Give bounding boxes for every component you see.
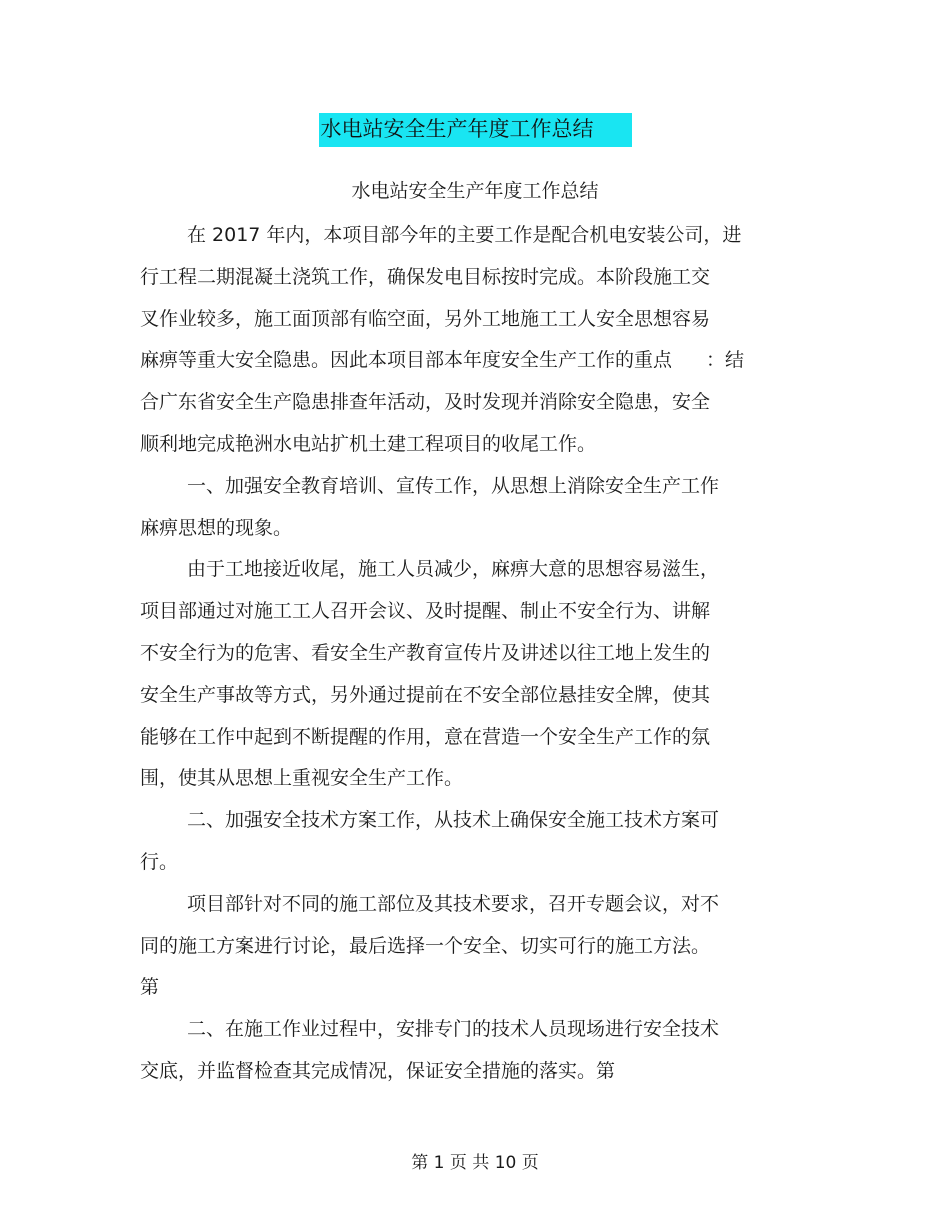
section-heading-line: 一、加强安全教育培训、宣传工作，从思想上消除安全生产工作 (187, 474, 720, 497)
paragraph-line: 叉作业较多，施工面顶部有临空面，另外工地施工工人安全思想容易 (140, 307, 711, 330)
paragraph-line: 由于工地接近收尾，施工人员减少，麻痹大意的思想容易滋生， (187, 558, 720, 581)
paragraph-line: 交底，并监督检查其完成情况，保证安全措施的落实。第 (140, 1059, 616, 1082)
paragraph-line: 项目部通过对施工工人召开会议、及时提醒、制止不安全行为、讲解 (140, 600, 711, 623)
paragraph-line: 第 (140, 976, 160, 999)
paragraph-line: 不安全行为的危害、看安全生产教育宣传片及讲述以往工地上发生的 (140, 641, 711, 664)
section-heading-line: 二、加强安全技术方案工作，从技术上确保安全施工技术方案可 (187, 809, 720, 832)
title-container (0, 113, 950, 147)
paragraph-line: 合广东省安全生产隐患排查年活动，及时发现并消除安全隐患，安全 (140, 391, 711, 414)
document-body (140, 220, 800, 1098)
section-heading-line: 麻痹思想的现象。 (140, 516, 293, 539)
paragraph-line: 顺利地完成艳洲水电站扩机土建工程项目的收尾工作。 (140, 432, 597, 455)
paragraph-line: 行工程二期混凝土浇筑工作，确保发电目标按时完成。本阶段施工交 (140, 265, 711, 288)
page-footer: 第 1 页 共 10 页 (411, 1153, 539, 1173)
paragraph-line: 同的施工方案进行讨论，最后选择一个安全、切实可行的施工方法。 (140, 934, 711, 957)
paragraph-line-tail: ：结 (706, 349, 745, 372)
paragraph-line: 二、在施工作业过程中，安排专门的技术人员现场进行安全技术 (187, 1018, 720, 1041)
paragraph-line: 安全生产事故等方式，另外通过提前在不安全部位悬挂安全牌，使其 (140, 683, 711, 706)
section-heading-line: 行。 (140, 850, 179, 873)
paragraph-line: 项目部针对不同的施工部位及其技术要求，召开专题会议，对不 (187, 892, 720, 915)
paragraph-line: 围，使其从思想上重视安全生产工作。 (140, 767, 464, 790)
paragraph-line (140, 345, 800, 387)
document-subtitle: 水电站安全生产年度工作总结 (351, 180, 599, 202)
document-title: 水电站安全生产年度工作总结 (319, 113, 632, 147)
paragraph-line: 能够在工作中起到不断提醒的作用，意在营造一个安全生产工作的氛 (140, 725, 711, 748)
paragraph-line: 在 2017 年内，本项目部今年的主要工作是配合机电安装公司，进 (187, 224, 742, 246)
paragraph-line-text: 麻痹等重大安全隐患。因此本项目部本年度安全生产工作的重点 (140, 349, 673, 372)
